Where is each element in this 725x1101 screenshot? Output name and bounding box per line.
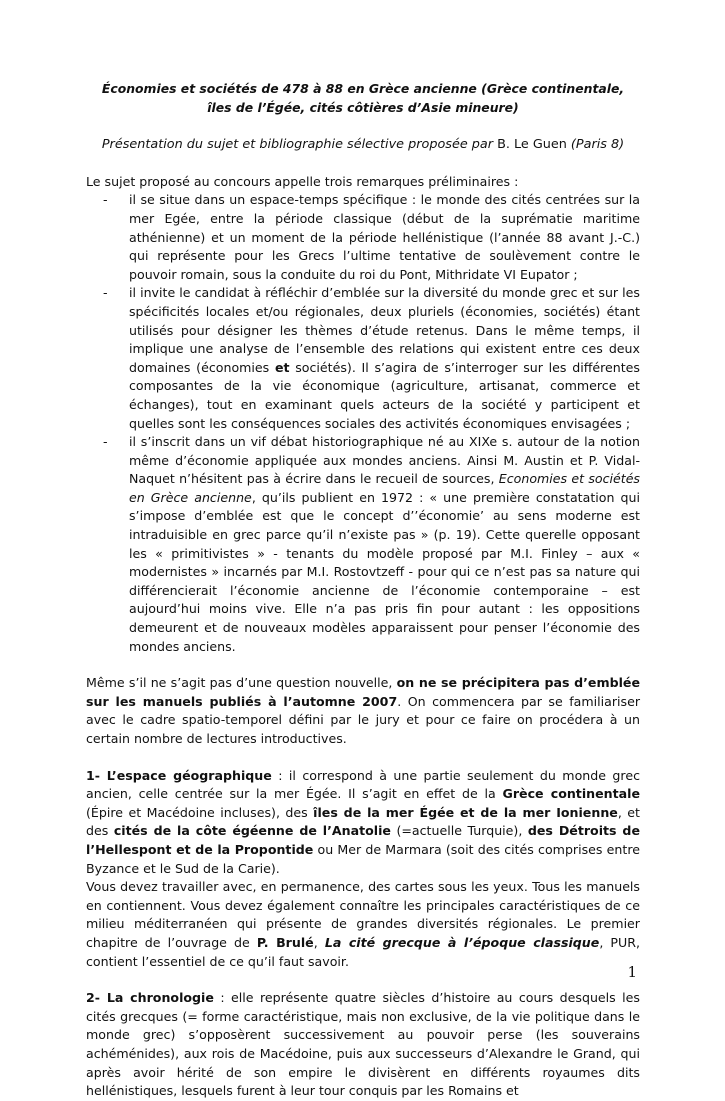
section-emphasis: îles de la mer Égée et de la mer Ionienne xyxy=(313,804,618,820)
remark-text: , qu’ils publient en 1972 : « une première constatation qui s’impose d’emblée est que le concept d’’économie’ au sens moderne est intraduisible en grec parce qu’il n’existe pas » (p. 19). Cette querelle opposant les « primitivistes » - tenants du modèle proposé par M.I. Finley – aux « modernistes » incarnés par M.I. Rostovtzeff - pour qui ce n’est pas sa nature qui différencierait l’économie ancienne de l’économie contemporaine – est aujourd’hui moins vive. Elle n’a pas pris fin pour autant : les oppositions demeurent et de nouveaux modèles apparaissent pour penser l’économie des mondes anciens. xyxy=(129,489,640,654)
section-emphasis: des Détroits de l’Hellespont et de la Propontide xyxy=(86,823,640,857)
document-page xyxy=(86,80,640,1101)
subtitle-prefix: Présentation du sujet et bibliographie sélective proposée par xyxy=(101,137,493,153)
remark-item xyxy=(86,191,640,284)
subtitle-author: B. Le Guen xyxy=(493,137,571,153)
remark-text: il invite le candidat à réfléchir d’emblée sur la diversité du monde grec et sur les spécificités locales et/ou régionales, deux pluriels (économies, sociétés) étant utilisés pour désigner les thèmes d’étude retenus. Dans le même temps, il implique une analyse de l’ensemble des relations qui existent entre ces deux domaines (économies xyxy=(129,285,640,375)
section-geography xyxy=(86,767,640,972)
book-title: Economies et sociétés en Grèce ancienne xyxy=(129,471,640,505)
remark-item xyxy=(86,284,640,433)
section-text: (Épire et Macédoine incluses), des xyxy=(86,804,314,820)
section-text: ou Mer de Marmara (soit des cités comprises entre Byzance et le Sud de la Carie). xyxy=(86,841,640,876)
section-chronology xyxy=(86,989,640,1101)
section-heading: 2- La chronologie xyxy=(86,990,214,1006)
remark-text: il s’inscrit dans un vif débat historiographique né au XIXe s. autour de la notion même d’économie appliquée aux mondes anciens. Ainsi M. Austin et P. Vidal-Naquet n’hésitent pas à écrire dans le recueil de sources, xyxy=(129,434,640,487)
document-title: Économies et sociétés de 478 à 88 en Grèce ancienne (Grèce continentale, îles de l’Égée, cités côtières d’Asie mineure) xyxy=(101,81,625,115)
page-number: 1 xyxy=(627,963,637,981)
section-text: Vous devez travailler avec, en permanence, des cartes sous les yeux. Tous les manuels en contiennent. Vous devez également connaître les principales caractéristiques de ce milieu méditerranéen qui présente de grandes diversités régionales. Le premier chapitre de l’ouvrage de xyxy=(86,879,640,950)
book-author: P. Brulé xyxy=(256,934,314,950)
section-text: : elle représente quatre siècles d’histoire au cours desquels les cités grecques (= forme caractéristique, mais non exclusive, de la vie politique dans le monde grec) s’opposèrent successivement au pouvoir perse (les souverains achéménides), aux rois de Macédoine, puis aux successeurs d’Alexandre le Grand, qui après avoir hérité de son empire le divisèrent en différents royaumes dits hellénistiques, lesquels furent à leur tour conquis par les Romains et xyxy=(86,990,640,1099)
paragraph-text: . On commencera par se familiariser avec le cadre spatio-temporel défini par le jury et pour ce faire on procédera à un certain nombre de lectures introductives. xyxy=(86,693,640,746)
remark-text: sociétés). Il s’agira de s’interroger sur les différentes composantes de la vie économique (agriculture, artisanat, commerce et échanges), tout en examinant quels acteurs de la société y participent et quelles sont les conséquences sociales des activités économiques envisagées ; xyxy=(129,359,640,431)
remarks-list xyxy=(86,191,640,656)
section-text: , et des xyxy=(86,804,640,839)
remark-item xyxy=(86,433,640,656)
remark-emphasis: et xyxy=(274,359,290,375)
section-emphasis: Grèce continentale xyxy=(502,786,640,802)
section-text: , PUR, contient l’essentiel de ce qu’il faut savoir. xyxy=(86,934,641,969)
section-text: (=actuelle Turquie), xyxy=(390,823,528,839)
remark-text: il se situe dans un espace-temps spécifique : le monde des cités centrées sur la mer Egée, entre la période classique (début de la suprématie maritime athénienne) et un moment de la période hellénistique (l’année 88 avant J.-C.) qui représente pour les Grecs l’ultime tentative de soulèvement contre le pouvoir romain, sous la conduite du roi du Pont, Mithridate VI Eupator ; xyxy=(129,192,640,282)
paragraph-text: Même s’il ne s’agit pas d’une question nouvelle, xyxy=(86,675,397,691)
section-text: : il correspond à une partie seulement du monde grec ancien, celle centrée sur la mer Égée. Il s’agit en effet de la xyxy=(86,767,640,802)
intro-line: Le sujet proposé au concours appelle trois remarques préliminaires : xyxy=(86,173,519,189)
paragraph-reading-advice xyxy=(86,674,640,748)
section-text: , xyxy=(313,934,325,950)
section-heading: 1- L’espace géographique xyxy=(86,767,272,783)
document-subtitle xyxy=(86,136,640,155)
paragraph-emphasis: on ne se précipitera pas d’emblée sur les manuels publiés à l’automne 2007 xyxy=(86,675,641,709)
section-emphasis: cités de la côte égéenne de l’Anatolie xyxy=(113,823,391,839)
subtitle-affiliation: (Paris 8) xyxy=(570,137,625,153)
book-title: La cité grecque à l’époque classique xyxy=(324,934,600,950)
